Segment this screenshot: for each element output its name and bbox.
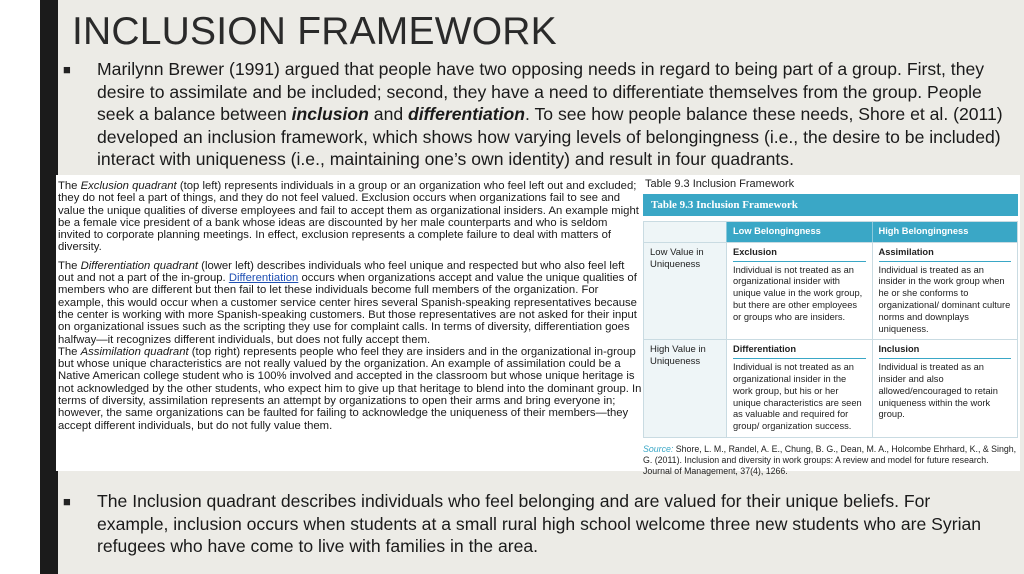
table-header-bar: Table 9.3 Inclusion Framework: [643, 194, 1018, 216]
table-row: [644, 340, 1017, 437]
bullet-2: [63, 490, 983, 558]
cell-exclusion: Exclusion Individual is not treated as an organizational insider with unique value in the work group, but there are other employees or groups who are insiders.: [726, 243, 873, 340]
table-grid: [643, 221, 1018, 438]
col-header-low: Low Belongingness: [726, 222, 873, 242]
slide-title: INCLUSION FRAMEWORK: [72, 10, 557, 53]
excerpt-text: [58, 180, 643, 432]
table-row: [644, 243, 1017, 341]
bullet-1-text: Marilynn Brewer (1991) argued that people have two opposing needs in regard to being part of a group. First, they desire to assimilate and be included; second, they have a need to differentiate themselves from the group. People seek a balance between inclusion and differentiation. To see how people balance these needs, Shore et al. (2011) developed an inclusion framework, which shows how varying levels of belongingness (i.e., the desire to be included) interact with uniqueness (i.e., maintaining one’s own identity) and result in four quadrants.: [97, 59, 1003, 169]
exclusion-paragraph: The Exclusion quadrant (top left) represents individuals in a group or an organization who feel left out and excluded; they do not feel a part of things, and they do not feel valued. Exclusion occurs when organizations fail to see and value the unique qualities of diverse employees and fail to accept them as organizational insiders. An example might be a female vice president of a bank whose ideas are discounted by her male counterparts and who is seldom invited to corporate planning meetings. In effect, exclusion represents a complete failure to deal with matters of diversity.: [58, 180, 639, 254]
table-caption: Table 9.3 Inclusion Framework: [645, 178, 795, 190]
cell-inclusion: Inclusion Individual is treated as an insider and also allowed/encouraged to retain uniqueness within the work group.: [873, 340, 1018, 437]
row-label: Low Value in Uniqueness: [644, 243, 726, 340]
bullet-1: [63, 58, 1013, 171]
bullet-square-icon: ■: [63, 62, 71, 77]
assimilation-paragraph: The Assimilation quadrant (top right) represents people who feel they are insiders and in the organizational in-group but whose unique characteristics are not really valued by the organization. An example of assimilation could be a Native American college student who is 100% involved and accepted in the classroom but whose unique heritage is not acknowledged by the other students, who expect him to give up that heritage to blend into the dominant group. In terms of diversity, assimilation represents an attempt by organizations to open their arms and bring everyone in; however, the same organizations can be faulted for failing to acknowledge the uniqueness of their members—they accept different individuals, but do not fully value them.: [58, 345, 642, 432]
bullet-square-icon: ■: [63, 494, 71, 509]
table-column-headers: [644, 222, 1017, 243]
cell-assimilation: Assimilation Individual is treated as an insider in the work group when he or she conforms to organizational/ dominant culture norms and downplays uniqueness.: [878, 246, 1011, 334]
cell-differentiation: Differentiation Individual is not treated as an organizational insider in the work group, but his or her unique characteristics are seen as valuable and required for group/ organization success.: [726, 340, 873, 437]
term-inclusion: inclusion: [291, 104, 369, 124]
differentiation-paragraph: The Differentiation quadrant (lower left) describes individuals who feel unique and respected but who also feel left out and not a part of the in-group. Differentiation occurs when organizations accept and value the unique qualities of members who are different but then fail to let these individuals become full members of the organization. For example, this would occur when a customer service center hires several Spanish-speaking representatives because the center is working with more Spanish-speaking customers. But those representatives are not asked for their input on organizational issues such as the scripting they use for complaint calls. In terms of diversity, differentiation goes halfway—it recognizes different individuals, but does not fully accept them.: [58, 259, 637, 346]
col-header-high: High Belongingness: [878, 226, 969, 236]
textbook-excerpt-image: [56, 175, 1020, 476]
differentiation-link[interactable]: Differentiation: [228, 272, 299, 285]
inclusion-framework-table: [643, 178, 1018, 477]
table-corner-cell: [644, 222, 726, 242]
row-label: High Value in Uniqueness: [644, 340, 726, 437]
left-margin-bar: [0, 0, 40, 574]
table-source: Source: Shore, L. M., Randel, A. E., Chung, B. G., Dean, M. A., Holcombe Ehrhard, K., & Singh, G. (2011). Inclusion and diversity in work groups: A review and model for future research. Journal of Management, 37(4), 1266.: [643, 443, 1017, 476]
bullet-2-text: The Inclusion quadrant describes individuals who feel belonging and are valued for their unique beliefs. For example, inclusion occurs when students at a small rural high school welcome three new students who are Syrian refugees who have come to live with families in the area.: [97, 491, 982, 556]
term-differentiation: differentiation: [408, 104, 526, 124]
